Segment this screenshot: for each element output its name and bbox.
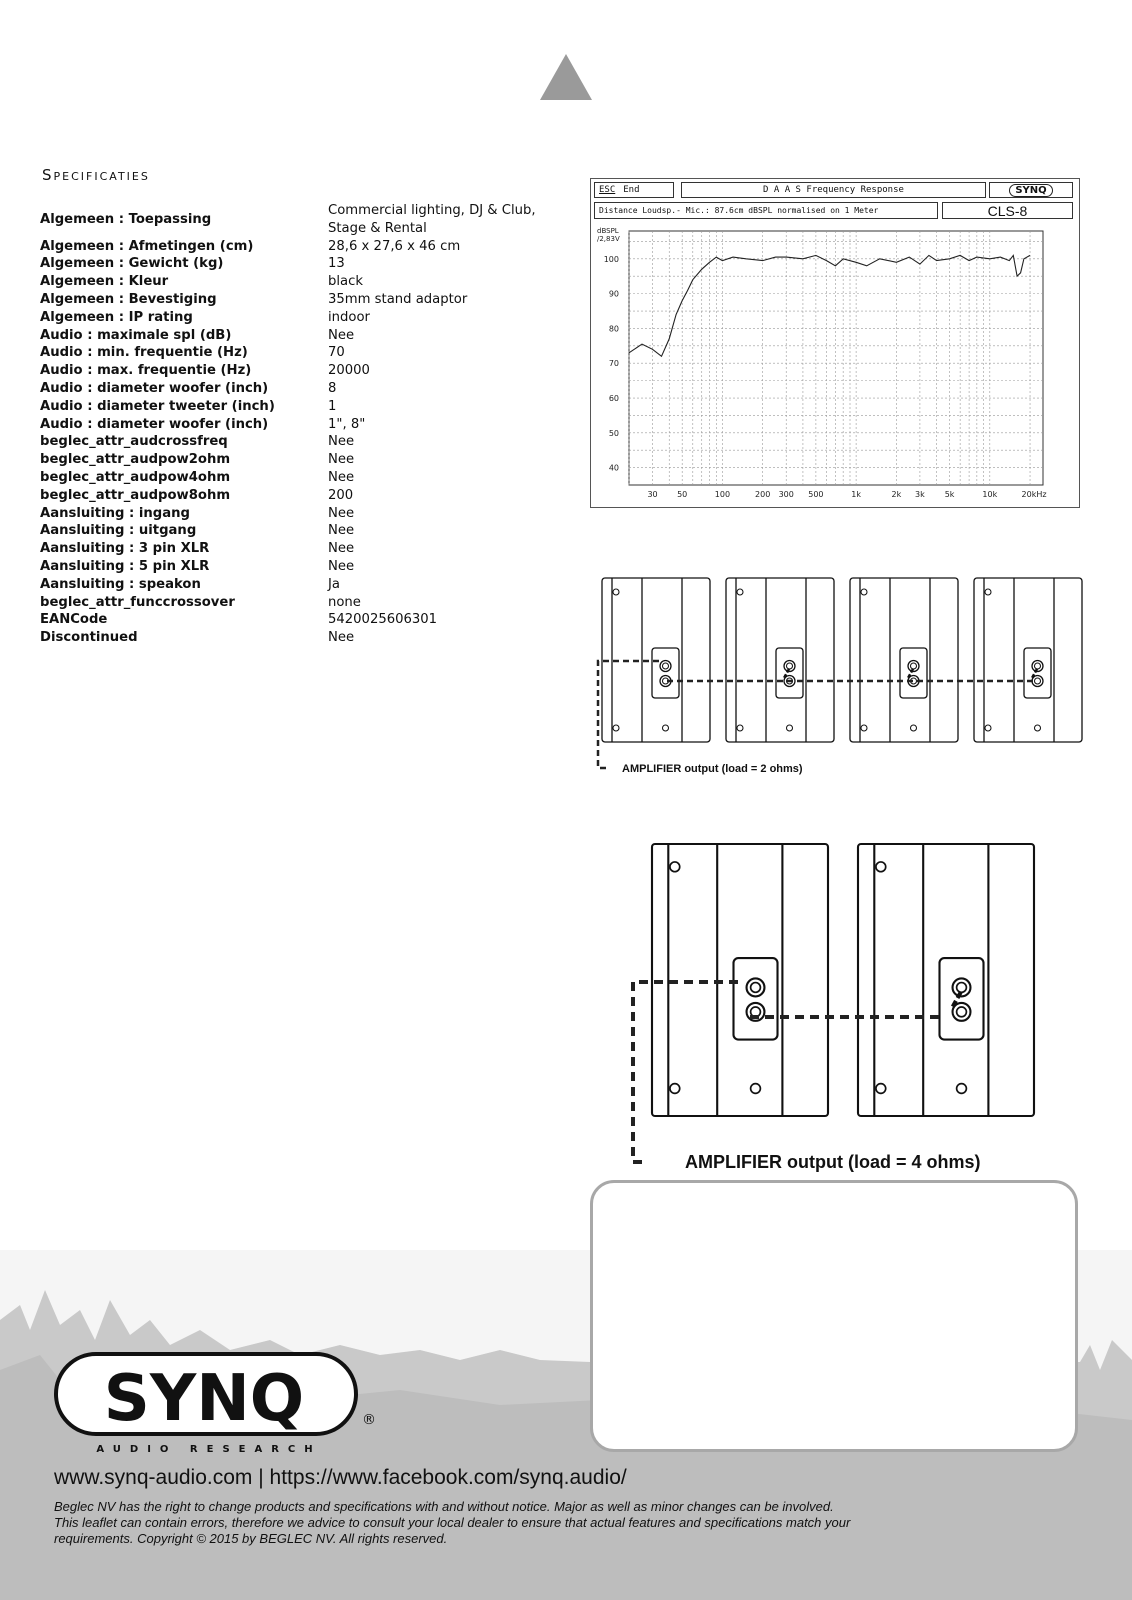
- spec-label: Algemeen : Afmetingen (cm): [40, 238, 254, 254]
- x-tick-label: 2k: [891, 490, 902, 499]
- spec-label: Audio : diameter tweeter (inch): [40, 398, 275, 414]
- x-tick-label: 300: [778, 490, 794, 499]
- logo-wordmark: SYNQ: [103, 1362, 305, 1436]
- wiring-diagram-4ohm: [630, 838, 1050, 1178]
- disclaimer-line: Beglec NV has the right to change products and specifications with and without notice. Major as well as minor changes can be involved.: [54, 1499, 834, 1514]
- spec-value: Nee: [328, 452, 355, 468]
- spec-row: [40, 558, 558, 576]
- spec-label: beglec_attr_audpow4ohm: [40, 469, 231, 485]
- chart-model: CLS-8: [942, 202, 1073, 219]
- spec-row: [40, 451, 558, 469]
- y-tick-label: 60: [608, 394, 619, 404]
- speaker-cabinet: [652, 844, 828, 1116]
- wiring-2ohm-caption: AMPLIFIER output (load = 2 ohms): [622, 763, 803, 775]
- footer-links[interactable]: www.synq-audio.com | https://www.facebook.com/synq.audio/: [54, 1466, 627, 1489]
- spec-value: 13: [328, 256, 345, 272]
- x-tick-label: 500: [808, 490, 824, 499]
- spec-row: [40, 433, 558, 451]
- spec-label: Aansluiting : ingang: [40, 505, 190, 521]
- chart-title: D A A S Frequency Response: [681, 182, 986, 198]
- spec-label: beglec_attr_audpow8ohm: [40, 487, 231, 503]
- spec-row: [40, 380, 558, 398]
- x-tick-label: 30: [647, 490, 658, 499]
- spec-label: Discontinued: [40, 630, 138, 646]
- spec-row: [40, 238, 558, 256]
- spec-row: [40, 487, 558, 505]
- spec-row: [40, 505, 558, 523]
- spec-value: Nee: [328, 469, 355, 485]
- chart-end-label: End: [623, 185, 640, 195]
- logo-tagline: AUDIO RESEARCH: [96, 1444, 322, 1455]
- spec-label: Algemeen : Kleur: [40, 274, 169, 290]
- spec-label: Audio : maximale spl (dB): [40, 327, 232, 343]
- page-marker-triangle: [540, 54, 592, 100]
- x-tick-label: 100: [714, 490, 731, 499]
- spec-label: EANCode: [40, 612, 108, 628]
- speaker-cabinet: [726, 578, 834, 742]
- x-tick-label: 3k: [915, 490, 925, 499]
- x-tick-label: 5k: [944, 490, 955, 499]
- x-tick-label: 200: [755, 490, 771, 499]
- spec-value: Nee: [328, 630, 355, 646]
- spec-label: Audio : diameter woofer (inch): [40, 380, 269, 396]
- spec-row: [40, 255, 558, 273]
- spec-label: beglec_attr_audcrossfreq: [40, 434, 228, 450]
- spec-value: Ja: [328, 576, 340, 592]
- spec-row: [40, 594, 558, 612]
- y-axis-label: dBSPL: [597, 227, 619, 235]
- frequency-response-chart: [590, 178, 1080, 508]
- spec-label: Algemeen : Gewicht (kg): [40, 256, 224, 272]
- chart-plot-area: [591, 223, 1079, 503]
- spec-row: [40, 344, 558, 362]
- spec-row: [40, 309, 558, 327]
- y-tick-label: 100: [603, 254, 619, 264]
- spec-row: [40, 540, 558, 558]
- spec-value: Nee: [328, 505, 355, 521]
- spec-row: [40, 469, 558, 487]
- y-axis-label: /2,83V: [597, 235, 620, 243]
- spec-label: Aansluiting : 3 pin XLR: [40, 541, 210, 557]
- spec-value: Nee: [328, 541, 355, 557]
- spec-row: [40, 398, 558, 416]
- spec-value: 200: [328, 487, 354, 503]
- info-box: [590, 1180, 1078, 1452]
- spec-value: 8: [328, 380, 337, 396]
- wiring-diagram-2ohm: [586, 570, 1086, 778]
- spec-value: indoor: [328, 309, 370, 325]
- speaker-cabinet: [850, 578, 958, 742]
- chart-esc-box: [594, 182, 674, 198]
- spec-value: Commercial lighting, DJ & Club, Stage & Rental: [328, 203, 536, 236]
- spec-value: Nee: [328, 434, 355, 450]
- chart-brand: SYNQ: [989, 182, 1073, 198]
- spec-value: Nee: [328, 327, 355, 343]
- chart-esc-label: ESC: [599, 185, 616, 195]
- spec-value: 1: [328, 398, 337, 414]
- specs-table: [40, 202, 558, 647]
- spec-row: [40, 576, 558, 594]
- disclaimer-line: requirements. Copyright © 2015 by BEGLEC NV. All rights reserved.: [54, 1531, 448, 1546]
- spec-row: [40, 629, 558, 647]
- x-tick-label: 10k: [982, 490, 998, 499]
- footer-disclaimer: [54, 1499, 954, 1547]
- spec-value: none: [328, 594, 361, 610]
- x-tick-label: 20kHz: [1021, 490, 1047, 499]
- y-tick-label: 80: [608, 324, 619, 334]
- spec-row: [40, 327, 558, 345]
- logo-registered: ®: [362, 1412, 376, 1428]
- speaker-cabinet: [974, 578, 1082, 742]
- spec-value: Nee: [328, 558, 355, 574]
- spec-label: Aansluiting : speakon: [40, 576, 201, 592]
- y-tick-label: 90: [608, 289, 619, 299]
- spec-value: 70: [328, 345, 345, 361]
- x-tick-label: 1k: [851, 490, 861, 499]
- y-tick-label: 40: [608, 463, 619, 473]
- y-tick-label: 50: [608, 428, 619, 438]
- spec-value: 20000: [328, 363, 370, 379]
- y-tick-label: 70: [608, 359, 619, 369]
- plot-frame: [629, 231, 1043, 485]
- spec-row: [40, 202, 558, 238]
- spec-label: beglec_attr_audpow2ohm: [40, 452, 231, 468]
- spec-label: Aansluiting : 5 pin XLR: [40, 558, 210, 574]
- spec-label: Algemeen : IP rating: [40, 309, 193, 325]
- spec-label: Audio : diameter woofer (inch): [40, 416, 269, 432]
- spec-row: [40, 362, 558, 380]
- specs-heading: Specificaties: [42, 166, 150, 184]
- spec-row: [40, 291, 558, 309]
- spec-value: 35mm stand adaptor: [328, 291, 468, 307]
- spec-row: [40, 522, 558, 540]
- spec-value: 5420025606301: [328, 612, 438, 628]
- wiring-4ohm-caption: AMPLIFIER output (load = 4 ohms): [685, 1152, 981, 1172]
- spec-label: Audio : min. frequentie (Hz): [40, 345, 248, 361]
- spec-row: [40, 416, 558, 434]
- chart-info: Distance Loudsp.- Mic.: 87.6cm dBSPL normalised on 1 Meter: [594, 202, 938, 219]
- speaker-cabinet: [858, 844, 1034, 1116]
- spec-label: Algemeen : Toepassing: [40, 211, 212, 227]
- spec-value: black: [328, 274, 364, 290]
- spec-value: 28,6 x 27,6 x 46 cm: [328, 238, 461, 254]
- synq-logo: [54, 1352, 374, 1456]
- spec-value: Nee: [328, 523, 355, 539]
- spec-row: [40, 611, 558, 629]
- spec-value: 1", 8": [328, 416, 366, 432]
- disclaimer-line: This leaflet can contain errors, therefore we advice to consult your local dealer to ensure that actual features and specifications match your: [54, 1515, 851, 1530]
- spec-label: Aansluiting : uitgang: [40, 523, 197, 539]
- spec-label: beglec_attr_funccrossover: [40, 594, 235, 610]
- spec-label: Audio : max. frequentie (Hz): [40, 363, 252, 379]
- spec-row: [40, 273, 558, 291]
- spec-label: Algemeen : Bevestiging: [40, 291, 217, 307]
- x-tick-label: 50: [677, 490, 688, 499]
